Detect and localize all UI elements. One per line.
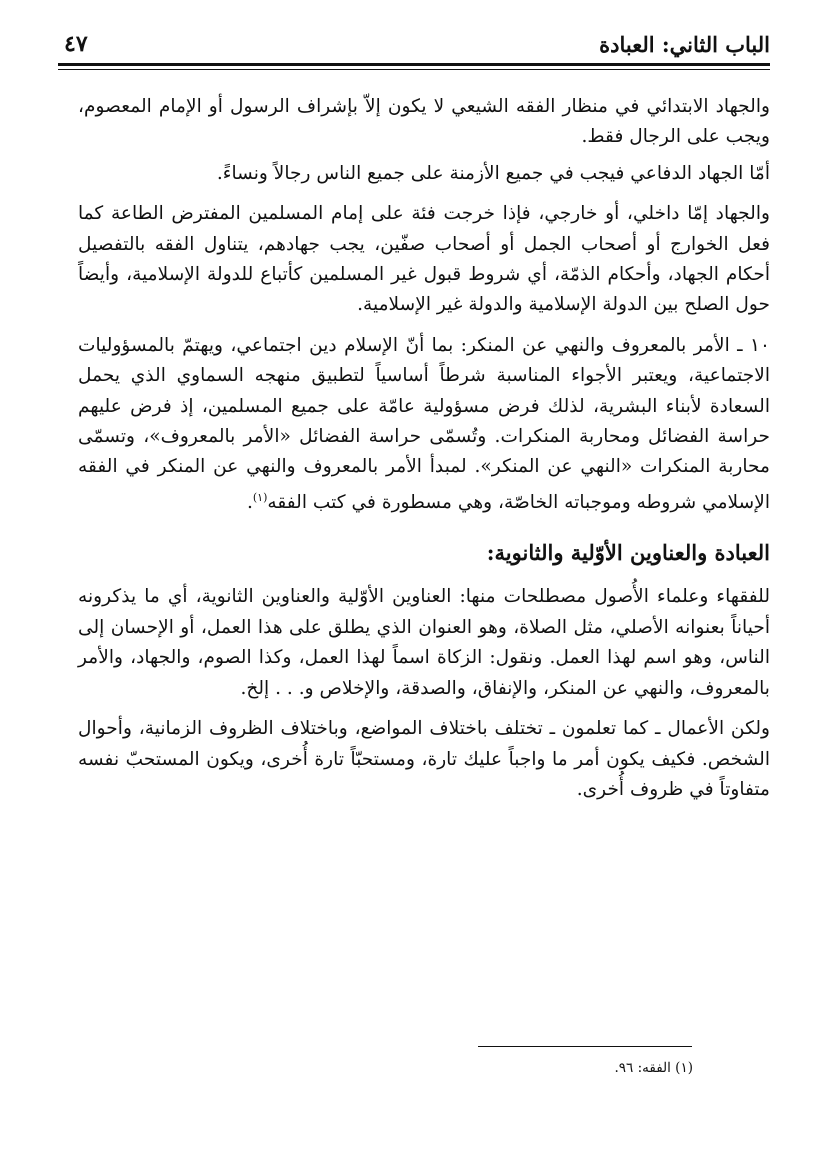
chapter-title: الباب الثاني: العبادة — [599, 32, 770, 57]
paragraph-enjoining-good: ١٠ ـ الأمر بالمعروف والنهي عن المنكر: بما أنّ الإسلام دين اجتماعي، ويهتمّ بالمسؤوليات الاجتماعية، ويعتبر الأجواء المناسبة شرطاً أساسياً لتطبيق منهجه السماوي الذي يحمل السعادة لأبناء البشرية، لذلك فرض مسؤولية عامّة على جميع المسلمين، إذ فرض عليهم حراسة الفضائل ومحاربة المنكرات. وتُسمّى حراسة الفضائل «الأمر بالمعروف»، وتسمّى محاربة المنكرات «النهي عن المنكر». لمبدأ الأمر بالمعروف والنهي عن المنكر في الفقه الإسلامي شروطه وموجباته الخاصّة، وهي مسطورة في كتب الفقه$^{(١)}$. — [78, 334, 770, 514]
header-rule-thin — [58, 69, 770, 70]
paragraph-defensive-jihad: أمّا الجهاد الدفاعي فيجب في جميع الأزمنة على جميع الناس رجالاً ونساءً. — [216, 162, 770, 184]
footnote: (١) الفقه: ٩٦. — [614, 1060, 693, 1076]
page-header — [58, 22, 770, 62]
page-number: ٤٧ — [64, 31, 88, 57]
section-heading: العبادة والعناوين الأوّلية والثانوية: — [486, 540, 770, 566]
main-text — [78, 92, 770, 811]
footnote-reference[interactable]: (١) — [252, 490, 268, 504]
paragraph-offensive-jihad: والجهاد الابتدائي في منظار الفقه الشيعي لا يكون إلاّ بإشراف الرسول أو الإمام المعصوم، ويجب على الرجال فقط. — [78, 96, 770, 148]
paragraph-actions-vary: ولكن الأعمال ـ كما تعلمون ـ تختلف باختلاف المواضع، وباختلاف الظروف الزمانية، وأحوال الشخص. فكيف يكون أمر ما واجباً عليك تارة، ومستحبّاً تارة أُخرى، ويكون المستحبّ نفسه متفاوتاً في ظروف أُخرى. — [78, 718, 770, 800]
paragraph-enjoining-good-text: ١٠ ـ الأمر بالمعروف والنهي عن المنكر: بما أنّ الإسلام دين اجتماعي، ويهتمّ بالمسؤوليات الاجتماعية، ويعتبر الأجواء المناسبة شرطاً أساسياً لتطبيق منهجه السماوي الذي يحمل السعادة لأبناء البشرية، لذلك فرض مسؤولية عامّة على جميع المسلمين، إذ فرض عليهم حراسة الفضائل ومحاربة المنكرات. وتُسمّى حراسة الفضائل «الأمر بالمعروف»، وتسمّى محاربة المنكرات «النهي عن المنكر». لمبدأ الأمر بالمعروف والنهي عن المنكر في الفقه الإسلامي شروطه وموجباته الخاصّة، وهي مسطورة في كتب الفقه — [78, 334, 770, 514]
paragraph-internal-external-jihad: والجهاد إمّا داخلي، أو خارجي، فإذا خرجت فئة على إمام المسلمين المفترض الطاعة كما فعل الخوارج أو أصحاب الجمل أو أصحاب صفّين، يجب جهادهم، يتناول الفقه بالتفصيل أحكام الجهاد، وأحكام الذمّة، أي شروط قبول غير المسلمين كأتباع للدولة الإسلامية، وأيضاً حول الصلح بين الدولة الإسلامية والدولة غير الإسلامية. — [78, 203, 770, 316]
paragraph-primary-secondary-titles: للفقهاء وعلماء الأُصول مصطلحات منها: العناوين الأوّلية والعناوين الثانوية، أي ما يذكرونه أحياناً بعنوانه الأصلي، مثل الصلاة، وهو العنوان الذي يطلق على هذا العمل، أو الإحسان إلى الناس، وهو اسم لهذا العمل. ونقول: الزكاة اسماً لهذا العمل، وكذا الصوم، والجهاد، والأمر بالمعروف، والنهي عن المنكر، والإنفاق، والصدقة، والإخلاص و. . . إلخ. — [78, 586, 770, 699]
header-rule-thick — [58, 63, 770, 66]
footnote-separator — [478, 1046, 692, 1047]
